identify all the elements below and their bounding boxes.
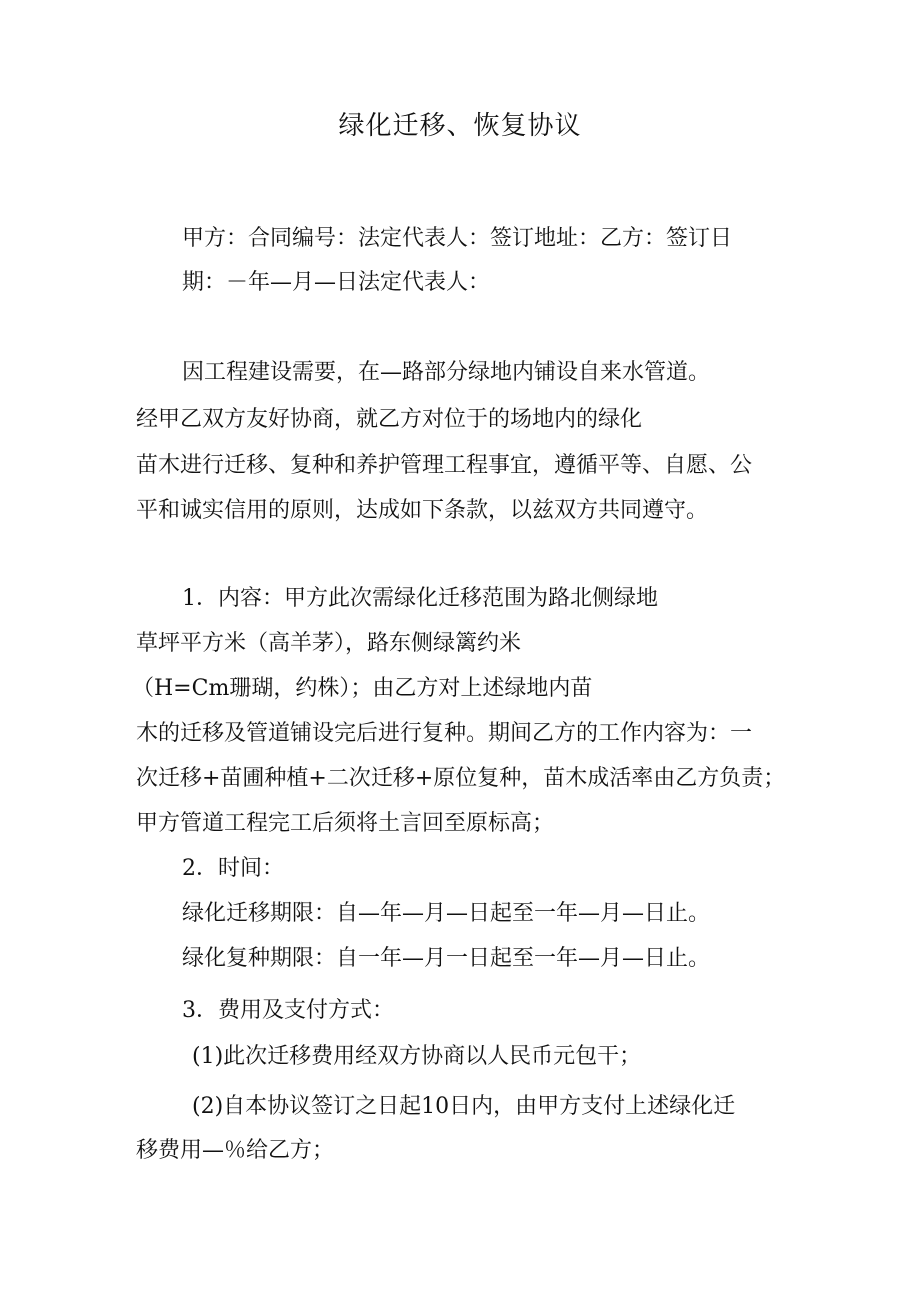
clause-3-item-2-line-1: (2)自本协议签订之日起10日内，由甲方支付上述绿化迁 (192, 1094, 736, 1119)
clause-2-migration-period: 绿化迁移期限：自—年—月—日起至一年—月—日止。 (182, 901, 711, 926)
clause-1-line-1: 1．内容：甲方此次需绿化迁移范围为路北侧绿地 (182, 586, 658, 611)
document-title: 绿化迁移、恢复协议 (338, 111, 582, 141)
clause-1-line-3: （H=Cm珊瑚，约株）；由乙方对上述绿地内苗 (132, 676, 593, 701)
intro-line-4: 平和诚实信用的原则，达成如下条款，以兹双方共同遵守。 (136, 498, 709, 523)
clause-3-item-1: (1)此次迁移费用经双方协商以人民币元包干； (192, 1044, 642, 1069)
clause-2-replant-period: 绿化复种期限：自一年—月一日起至一年—月—日止。 (182, 946, 711, 971)
intro-line-1: 因工程建设需要，在—路部分绿地内铺设自来水管道。 (182, 360, 711, 385)
clause-3-item-2-line-2: 移费用—％给乙方； (136, 1138, 335, 1163)
clause-1-line-2: 草坪平方米（高羊茅），路东侧绿篱约米 (136, 631, 522, 656)
party-info-line-2: 期：－年—月—日法定代表人： (182, 270, 491, 295)
party-info-line-1: 甲方：合同编号：法定代表人：签订地址：乙方：签订日 (182, 226, 733, 251)
clause-3-heading: 3．费用及支付方式： (182, 998, 394, 1023)
intro-line-2: 经甲乙双方友好协商，就乙方对位于的场地内的绿化 (136, 407, 643, 432)
clause-1-line-5: 次迁移+苗圃种植+二次迁移+原位复种，苗木成活率由乙方负责； (136, 766, 786, 791)
clause-1-line-6: 甲方管道工程完工后须将土言回至原标高； (136, 811, 555, 836)
clause-1-line-4: 木的迁移及管道铺设完后进行复种。期间乙方的工作内容为：一 (136, 721, 753, 746)
intro-line-3: 苗木进行迁移、复种和养护管理工程事宜，遵循平等、自愿、公 (136, 453, 753, 478)
clause-2-heading: 2．时间： (182, 856, 284, 881)
